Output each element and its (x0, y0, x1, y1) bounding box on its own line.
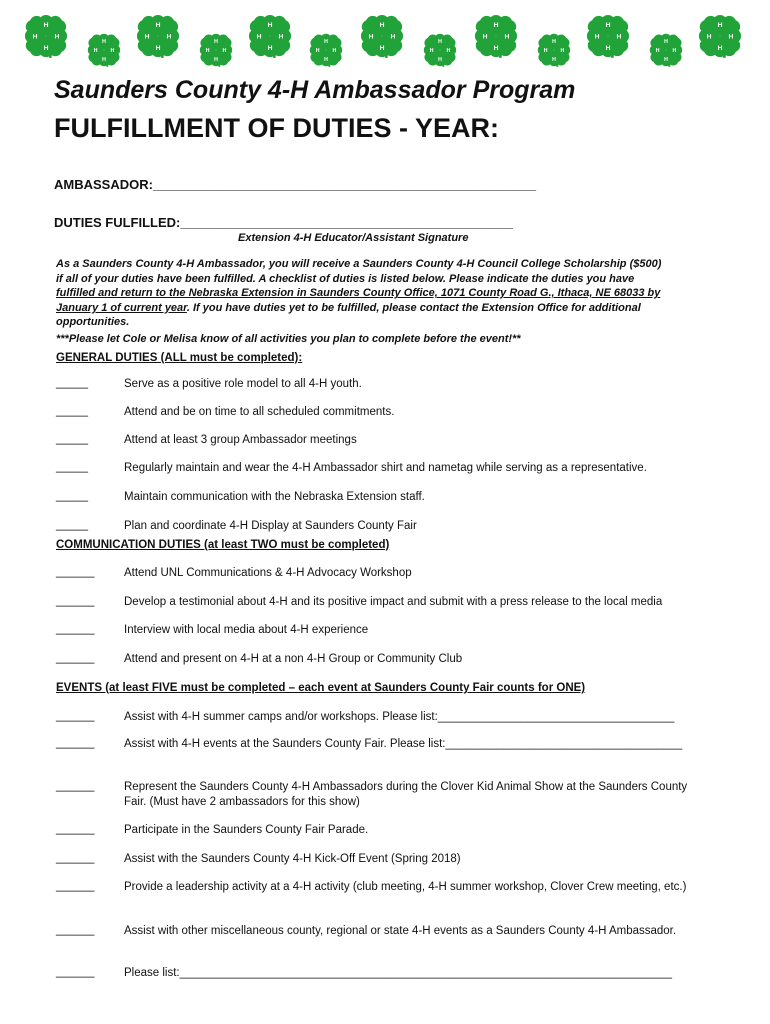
general-duties-heading: GENERAL DUTIES (ALL must be completed): (56, 352, 303, 364)
checkbox-blank[interactable]: ______ (56, 710, 95, 722)
4-h-clover-icon (132, 10, 184, 62)
duty-text: Develop a testimonial about 4-H and its positive impact and submit with a press release to the local media (124, 596, 663, 608)
duty-text: Attend and be on time to all scheduled commitments. (124, 406, 395, 418)
clover-banner (0, 0, 770, 80)
page-title: FULFILLMENT OF DUTIES - YEAR: (54, 113, 499, 143)
checkbox-blank[interactable]: ______ (56, 595, 95, 607)
duty-text: Regularly maintain and wear the 4-H Ambassador shirt and nametag while serving as a representative. (124, 462, 647, 474)
duty-text: Serve as a positive role model to all 4-H youth. (124, 378, 362, 390)
4-h-clover-icon (646, 30, 686, 70)
4-h-clover-icon (356, 10, 408, 62)
4-h-clover-icon (534, 30, 574, 70)
checkbox-blank[interactable]: _____ (56, 519, 88, 531)
duty-text: Assist with the Saunders County 4-H Kick-Off Event (Spring 2018) (124, 853, 461, 865)
checkbox-blank[interactable]: _____ (56, 433, 88, 445)
4-h-clover-icon (470, 10, 522, 62)
events-heading: EVENTS (at least FIVE must be completed – each event at Saunders County Fair counts for ONE) (56, 682, 586, 694)
checkbox-blank[interactable]: _____ (56, 377, 88, 389)
signature-caption: Extension 4-H Educator/Assistant Signature (238, 232, 469, 244)
duty-text: Attend at least 3 group Ambassador meetings (124, 434, 357, 446)
program-title: Saunders County 4-H Ambassador Program (54, 76, 576, 104)
duty-text: Participate in the Saunders County Fair Parade. (124, 824, 369, 836)
duty-text: Interview with local media about 4-H experience (124, 624, 369, 636)
checkbox-blank[interactable]: ______ (56, 780, 95, 792)
checkbox-blank[interactable]: ______ (56, 652, 95, 664)
checkbox-blank[interactable]: _____ (56, 405, 88, 417)
checkbox-blank[interactable]: _____ (56, 461, 88, 473)
4-h-clover-icon (84, 30, 124, 70)
checkbox-blank[interactable]: ______ (56, 966, 95, 978)
duty-text: Maintain communication with the Nebraska Extension staff. (124, 491, 425, 503)
checkbox-blank[interactable]: _____ (56, 490, 88, 502)
duty-text: Plan and coordinate 4-H Display at Saunders County Fair (124, 520, 417, 532)
ambassador-field[interactable]: AMBASSADOR:_____________________________________________________ (54, 177, 537, 192)
return-instructions: fulfilled and return to the Nebraska Extension in Saunders County Office, 1071 County Road G., Ithaca, NE 68033 by January 1 of current year (56, 287, 661, 314)
notice-text: ***Please let Cole or Melisa know of all activities you plan to complete before the event!** (56, 333, 521, 345)
4-h-clover-icon (694, 10, 746, 62)
intro-paragraph: As a Saunders County 4-H Ambassador, you will receive a Saunders County 4-H Council College Scholarship ($500) if all of your duties have been fulfilled. A checklist of duties is listed below. Please indicate the duties you have fulfilled and return to the Nebraska Extension in Saunders County Office, 1071 County Road G., Ithaca, NE 68033 by January 1 of current year. If you have duties yet to be fulfilled, please contact the Extension Office for additional opportunities. (56, 258, 662, 329)
4-h-clover-icon (582, 10, 634, 62)
checkbox-blank[interactable]: ______ (56, 880, 95, 892)
checkbox-blank[interactable]: ______ (56, 924, 95, 936)
checkbox-blank[interactable]: ______ (56, 823, 95, 835)
duty-text: Represent the Saunders County 4-H Ambassadors during the Clover Kid Animal Show at the Saunders County Fair. (Must have 2 ambassadors for this show) (124, 781, 688, 808)
checkbox-blank[interactable]: ______ (56, 852, 95, 864)
communication-duties-heading: COMMUNICATION DUTIES (at least TWO must be completed) (56, 539, 390, 551)
4-h-clover-icon (420, 30, 460, 70)
4-h-clover-icon (244, 10, 296, 62)
duty-text: Assist with 4-H events at the Saunders County Fair. Please list:_____________________________________ (124, 738, 683, 750)
duty-text: Assist with other miscellaneous county, regional or state 4-H events as a Saunders County 4-H Ambassador. (124, 925, 677, 937)
4-h-clover-icon (20, 10, 72, 62)
duty-text: Please list:_____________________________________________________________________________ (124, 967, 673, 979)
duty-text: Attend and present on 4-H at a non 4-H Group or Community Club (124, 653, 463, 665)
duty-text: Attend UNL Communications & 4-H Advocacy Workshop (124, 567, 412, 579)
checkbox-blank[interactable]: ______ (56, 566, 95, 578)
duty-text: Assist with 4-H summer camps and/or workshops. Please list:_____________________________________ (124, 711, 675, 723)
4-h-clover-icon (196, 30, 236, 70)
duties-fulfilled-field[interactable]: DUTIES FULFILLED:______________________________________________ (54, 215, 513, 230)
checkbox-blank[interactable]: ______ (56, 623, 95, 635)
duty-text: Provide a leadership activity at a 4-H activity (club meeting, 4-H summer workshop, Clover Crew meeting, etc.) (124, 881, 687, 893)
checkbox-blank[interactable]: ______ (56, 737, 95, 749)
4-h-clover-icon (306, 30, 346, 70)
